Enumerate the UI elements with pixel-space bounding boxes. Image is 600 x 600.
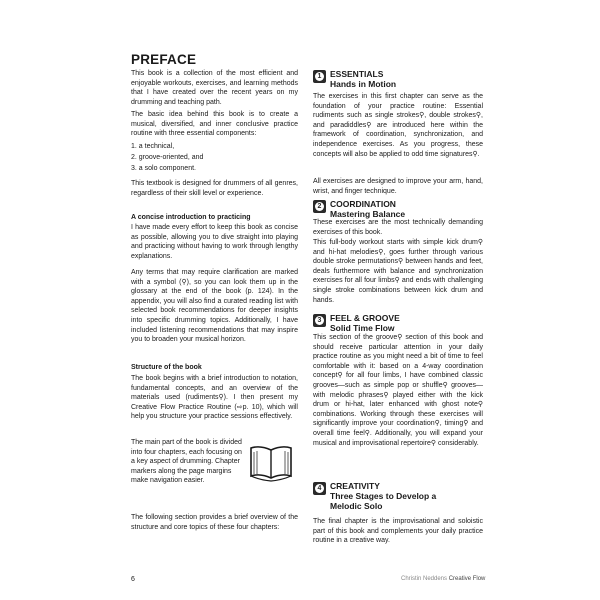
list-item: 3. a solo component. [131,165,196,172]
audience-paragraph: This textbook is designed for drummers of all genres, regardless of their skill level or experience. [131,180,298,197]
section-subtitle: Mastering Balance [330,209,406,219]
overview-paragraph: The following section provides a brief overview of the structure and core topics of these four chapters: [131,514,298,531]
concise-paragraph: I have made every effort to keep this book as concise as possible, allowing you to dive straight into playing and practicing without having to work through lengthy explanations. [131,224,298,260]
chapter-number-badge: 1 [313,70,326,83]
section-title: ESSENTIALS [330,69,384,79]
structure-paragraph: The book begins with a brief introduction to notation, fundamental concepts, and an overview of the materials used (rudiments⚲). I then present my Creative Flow Practice Routine (⇨p. 10), which will help you structure your practice sessions effectively. [131,375,298,421]
footer-book-title: Creative Flow [448,576,486,582]
coordination-body: These exercises are the most technically demanding exercises of this book. [313,219,483,236]
chapter-number-badge: 2 [313,200,326,213]
section-title: FEEL & GROOVE [330,313,400,323]
chapter-number-badge: 4 [313,482,326,495]
list-item: 2. groove-oriented, and [131,154,204,161]
section-subtitle: Hands in Motion [330,79,397,89]
section-subtitle-line-2: Melodic Solo [330,501,383,511]
section-creativity-header [313,481,488,513]
idea-paragraph: The basic idea behind this book is to create a musical, diversified, and inner conclusive practice routine with three essential components: [131,111,298,138]
footer-author: Christin Neddens [401,576,448,582]
chapter-number-badge: 3 [313,314,326,327]
list-item: 1. a technical, [131,143,175,150]
groove-body: This section of the groove⚲ section of this book and should receive particular attention in your daily practice routine as you might need a bit of time to feel comfortable with it: based on a 4-way coordination concept⚲ for all four limbs, I have combined classic grooves—such as simple pop or shuffle⚲ grooves—with melodic phrases⚲ played either with the kick drum or hi-hat, later enhanced with ghost note⚲ combinations. Working through these exercises will significantly improve your coordination⚲, timing⚲ and overall time feel⚲. Additionally, you will expand your musical and improvisational repertoire⚲ considerably. [313,334,483,447]
section-subtitle: Solid Time Flow [330,323,395,333]
page-number: 6 [131,576,135,583]
main-part-paragraph: The main part of the book is divided into four chapters, each focusing on a key aspect of drumming. Chapter markers along the page margins make navigation easier. [131,439,242,485]
section-title: COORDINATION [330,199,396,209]
section-subtitle: Three Stages to Develop a [330,491,437,501]
section-groove-header [313,313,488,335]
subheading-structure: Structure of the book [131,364,202,371]
section-essentials-header [313,69,488,91]
section-title: CREATIVITY [330,481,380,491]
subheading-practicing: A concise introduction to practicing [131,214,251,221]
components-list [131,141,298,174]
page-title: PREFACE [131,52,197,67]
creativity-body: The final chapter is the improvisational and soloistic part of this book and complements your daily practice routine in a creative way. [313,518,483,545]
open-book-icon [248,444,294,484]
footer-brand [401,576,485,582]
essentials-body-2: All exercises are designed to improve your arm, hand, wrist, and finger technique. [313,178,483,195]
terms-paragraph: Any terms that may require clarification are marked with a symbol (⚲), so you can look them up in the glossary at the end of the book (p. 124). In the appendix, you will also find a curated reading list with selected book recommendations for deeper insights into specific drumming topics. Additionally, I have included listening recommendations that may inspire you to broaden your musical horizon. [131,269,298,344]
intro-paragraph: This book is a collection of the most efficient and enjoyable workouts, exercises, and learning methods that I have created over the recent years on my drumming and teaching path. [131,70,298,106]
essentials-body: The exercises in this first chapter can serve as the foundation of your practice routine: Essential rudiments such as single strokes⚲, double strokes⚲, and paradiddles⚲ are introduced here within the framework of coordination, synchronization, and independence exercises. As you progress, these concepts will also be applied to odd time signatures⚲. [313,93,483,158]
coordination-body-2: This full-body workout starts with simple kick drum⚲ and hi-hat melodies⚲, goes further through various double stroke permutations⚲ between hands and feet, deals furthermore with balance and synchronization exercises for all four limbs⚲ and ends with challenging single stroke combinations between kick drum and hands. [313,239,483,304]
